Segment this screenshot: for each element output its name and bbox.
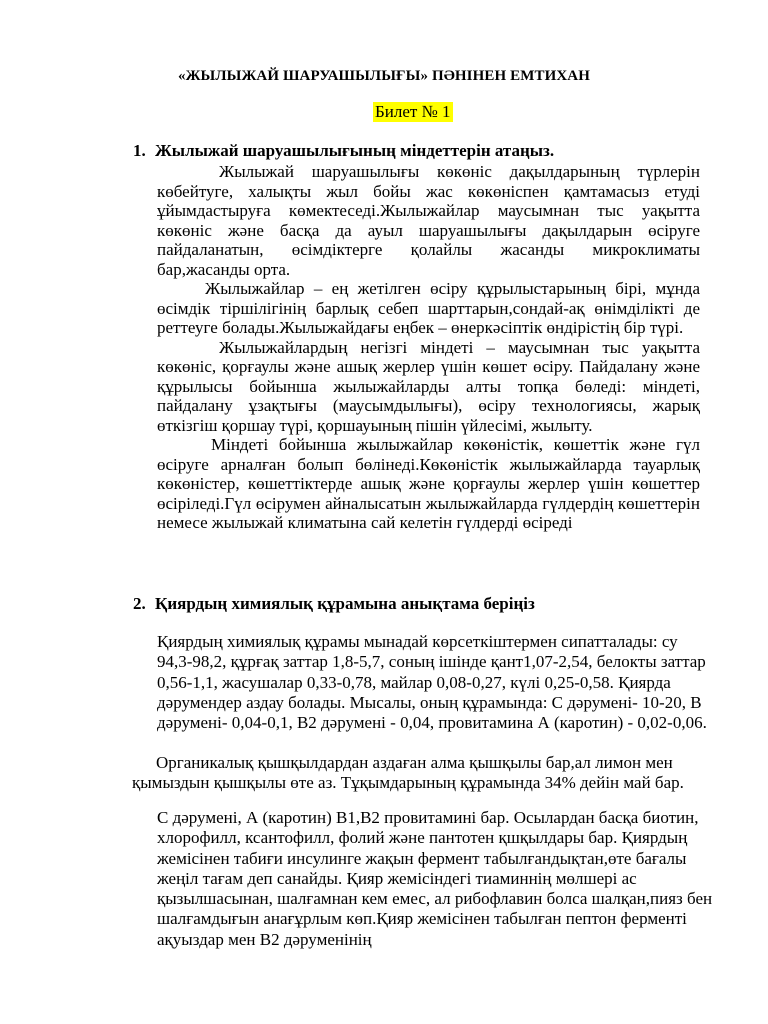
question-1-number: 1. — [133, 141, 146, 160]
question-2-number: 2. — [133, 594, 146, 613]
question-2-answer-a — [157, 632, 713, 733]
question-2-heading — [133, 594, 535, 614]
answer-2-paragraph: Органикалық қышқылдардан аздаған алма қышқылы бар,ал лимон мен қымыздын қышқылы өте аз. Тұқымдарының құрамында 34% дейін май бар. — [132, 753, 684, 793]
question-1-answer — [157, 162, 700, 533]
answer-2-paragraph: Қиярдың химиялық құрамы мынадай көрсеткіштермен сипатталады: су 94,3-98,2, құрғақ заттар 1,8-5,7, соның ішінде қант1,07-2,54, белокты заттар 0,56-1,1, жасушалар 0,33-0,78, майлар 0,08-0,27, күлі 0,25-0,58. Қиярда дәрумендер аздау болады. Мысалы, оның құрамында: С дәрумені- 10-20, В дәрумені- 0,04-0,1, В2 дәрумені - 0,04, провитамина А (каротин) - 0,02-0,06. — [157, 632, 707, 733]
answer-1-paragraph: Міндеті бойынша жылыжайлар көкөністік, көшеттік және гүл өсіруге арналған болып бөлінеді.Көкөністік жылыжайларда тауарлық көкөністер, көшеттіктерде ашық және қорғаулы жерлер үшін көшеттер өсіріледі.Гүл өсірумен айналысатын жылыжайларда гүлдердің көшеттерін немесе жылыжай климатына сай келетін гүлдерді өсіреді — [157, 435, 700, 532]
answer-2-paragraph: С дәрумені, А (каротин) В1,В2 провитамині бар. Осылардан басқа биотин, хлорофилл, ксантофилл, фолий және пантотен қшқылдары бар. Қиярдың жемісінен табиғи инсулинге жақын фермент табылғандықтан,өте бағалы жеңіл тағам деп санайды. Қияр жемісіндегі тиаминнің мөлшері ас қызылшасынан, шалғамнан кем емес, ал рибофлавин болса шалқан,пияз бен шалғамдығын анағұрлым көп.Қияр жемісінен табылған пептон ферменті ақуыздар мен В2 дәруменінің — [157, 808, 713, 949]
ticket-label: Билет № 1 — [375, 102, 451, 121]
question-2-text: Қиярдың химиялық құрамына анықтама беріңіз — [155, 594, 535, 613]
question-1-text: Жылыжай шаруашылығының міндеттерін атаңыз. — [155, 141, 555, 160]
document-title: «ЖЫЛЫЖАЙ ШАРУАШЫЛЫҒЫ» ПӘНІНЕН ЕМТИХАН — [178, 68, 590, 84]
question-2-answer-c — [157, 808, 713, 950]
answer-1-paragraph: Жылыжайлардың негізгі міндеті – маусымнан тыс уақытта көкөніс, қорғаулы және ашық жерлер үшін көшет өсіру. Пайдалану және құрылысы бойынша жылыжайларды алты топқа бөледі: міндеті, пайдалану ұзақтығы (маусымдылығы), өсіру технологиясы, жарық өткізгіш қоршау түрі, қоршауының пішін үйлесімі, жылыту. — [157, 337, 700, 435]
answer-1-paragraph: Жылыжай шаруашылығы көкөніс дақылдарының түрлерін көбейтуге, халықты жыл бойы жас көкөніспен қамтамасыз етуді ұйымдастыруға көмектеседі.Жылыжайлар маусымнан тыс уақытта көкөніс және басқа да ауыл шаруашылығы дақылдарын өсіруге пайдаланатын, өсімдіктерге қолайлы жасанды микроклиматы бар,жасанды орта. — [157, 162, 700, 279]
question-2-answer-b — [132, 753, 712, 794]
answer-1-paragraph: Жылыжайлар – ең жетілген өсіру құрылыстарының бірі, мұнда өсімдік тіршілігінің барлық себеп шарттарын,сондай-ақ өнімділікті де реттеуге болады.Жылыжайдағы еңбек – өнеркәсіптік өндірістің бір түрі. — [157, 279, 700, 337]
question-1-heading — [133, 141, 554, 161]
